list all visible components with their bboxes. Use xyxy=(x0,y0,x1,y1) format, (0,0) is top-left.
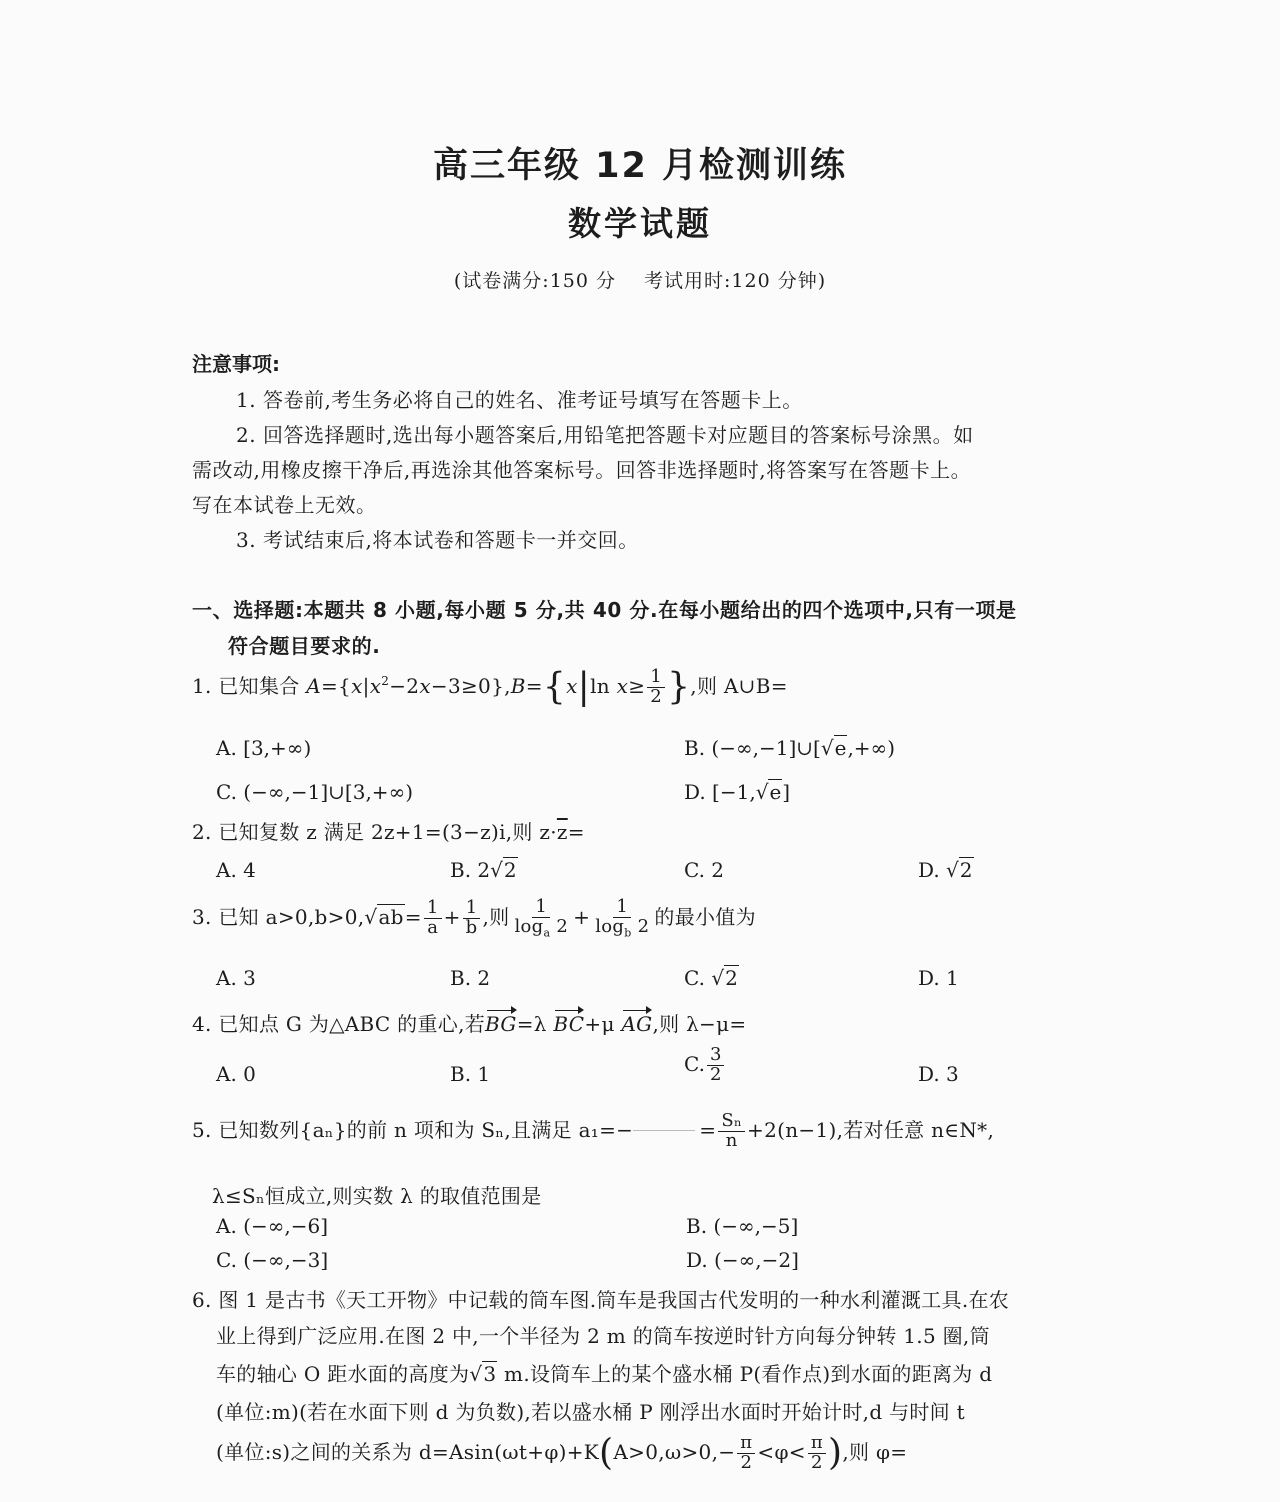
full-score: (试卷满分:150 分 xyxy=(453,270,616,292)
q3-option-a: A. 3 xyxy=(216,966,256,990)
exam-title: 高三年级 12 月检测训练 xyxy=(432,146,848,186)
q4-option-b: B. 1 xyxy=(450,1062,491,1086)
question-5-stem-cont: λ≤Sₙ恒成立,则实数 λ 的取值范围是 xyxy=(212,1184,542,1208)
q1-option-b: B. (−∞,−1]∪[√e,+∞) xyxy=(684,736,896,760)
question-6-line-3: 车的轴心 O 距水面的高度为√3 m.设筒车上的某个盛水桶 P(看作点)到水面的距离为 d xyxy=(216,1362,993,1386)
notice-item-2-line-2: 需改动,用橡皮擦干净后,再选涂其他答案标号。回答非选择题时,将答案写在答题卡上。 xyxy=(192,458,972,482)
q5-option-a: A. (−∞,−6] xyxy=(216,1214,329,1238)
q3-option-b: B. 2 xyxy=(450,966,491,990)
exam-time: 考试用时:120 分钟) xyxy=(644,270,827,292)
section-1-heading-cont: 符合题目要求的. xyxy=(228,634,381,658)
question-6-line-2: 业上得到广泛应用.在图 2 中,一个半径为 2 m 的筒车按逆时针方向每分钟转 1.5 圈,筒 xyxy=(216,1324,990,1348)
question-6-line-5: (单位:s)之间的关系为 d=Asin(ωt+φ)+K(A>0,ω>0,− $\frac{\pi}{2}$ <φ< $\frac{\pi}{2}$ ),则 φ= xyxy=(216,1432,908,1474)
q4-option-d: D. 3 xyxy=(918,1062,959,1086)
q1-fraction: $\frac{1}{2}$ xyxy=(647,668,665,707)
question-2-stem: 2. 已知复数 z 满足 2z+1=(3−z)i,则 $z\cdot\overline{z}=$ xyxy=(192,820,585,844)
notice-heading: 注意事项: xyxy=(192,352,280,376)
section-1-heading: 一、选择题:本题共 8 小题,每小题 5 分,共 40 分.在每小题给出的四个选项中,只有一项是 xyxy=(192,598,1017,622)
exam-subject: 数学试题 xyxy=(568,204,712,243)
question-5-stem: 5. 已知数列{aₙ}的前 n 项和为 Sₙ,且满足 a₁=− = $\frac{\text{Sₙ}}{n}$ +2(n−1),若对任意 n∈N*, xyxy=(192,1110,995,1151)
notice-item-2-line-3: 写在本试卷上无效。 xyxy=(192,493,377,517)
q2-option-b: B. 2√2 xyxy=(450,858,517,882)
q4-option-a: A. 0 xyxy=(216,1062,256,1086)
exam-info xyxy=(0,266,1280,293)
q1-option-d: D. [−1,√e] xyxy=(684,780,791,804)
question-3-stem: 3. 已知 a>0,b>0,√ab= $\frac{1}{a}$ + $\frac{1}{b}$ ,则 $\frac{1}{\log_a 2}$ + $\frac{1}{\log_b 2}$ 的最小值为 xyxy=(192,896,756,940)
question-1-stem: 1. 已知集合 $A=\{x|x^2-2x-3\ge 0\},B=\{x|\ln$ x≥ $\frac{1}{2}$ },则 A∪B= xyxy=(192,666,788,708)
q5-option-d: D. (−∞,−2] xyxy=(686,1248,799,1272)
q2-option-d: D. √2 xyxy=(918,858,973,882)
question-4-stem: 4. 已知点 G 为△ABC 的重心,若BG=λ BC+μ AG,则 λ−μ= xyxy=(192,1012,747,1036)
q2-option-c: C. 2 xyxy=(684,858,725,882)
question-6-line-1: 6. 图 1 是古书《天工开物》中记载的筒车图.筒车是我国古代发明的一种水利灌溉工具.在农 xyxy=(192,1288,1010,1312)
question-6-line-4: (单位:m)(若在水面下则 d 为负数),若以盛水桶 P 刚浮出水面时开始计时,d 与时间 t xyxy=(216,1400,965,1424)
notice-item-3: 3. 考试结束后,将本试卷和答题卡一并交回。 xyxy=(236,528,639,552)
q1-option-c: C. (−∞,−1]∪[3,+∞) xyxy=(216,780,414,804)
q3-option-d: D. 1 xyxy=(918,966,959,990)
notice-item-1: 1. 答卷前,考生务必将自己的姓名、准考证号填写在答题卡上。 xyxy=(236,388,803,412)
q5-option-c: C. (−∞,−3] xyxy=(216,1248,329,1272)
q5-option-b: B. (−∞,−5] xyxy=(686,1214,799,1238)
q2-option-a: A. 4 xyxy=(216,858,256,882)
q1-option-a: A. [3,+∞) xyxy=(216,736,312,760)
notice-item-2-line-1: 2. 回答选择题时,选出每小题答案后,用铅笔把答题卡对应题目的答案标号涂黑。如 xyxy=(236,423,974,447)
q3-option-c: C. √2 xyxy=(684,966,738,990)
q4-option-c: C. $\frac{3}{2}$ xyxy=(684,1046,726,1085)
